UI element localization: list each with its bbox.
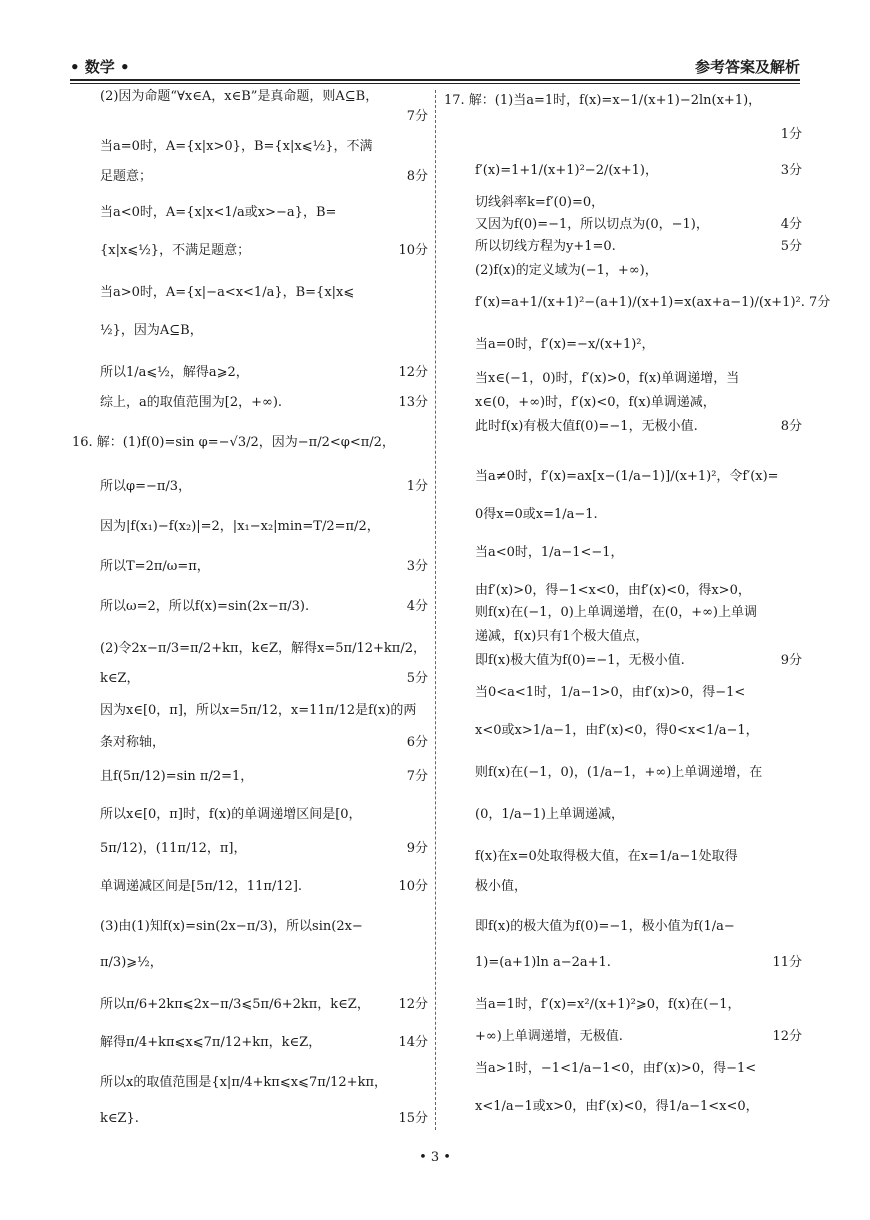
text-line: 极小值， <box>475 879 528 894</box>
text-line: (2)因为命题“∀x∈A，x∈B”是真命题，则A⊆B， <box>100 89 379 104</box>
text-line: 综上，a的取值范围为[2，+∞). <box>100 395 283 410</box>
text-line: 所以φ=−π/3， <box>100 479 192 494</box>
text-line: x<0或x>1/a−1，由f′(x)<0，得0<x<1/a−1， <box>475 723 759 738</box>
text-line: 解得π/4+kπ⩽x⩽7π/12+kπ，k∈Z， <box>100 1035 322 1050</box>
score-label: 7分 <box>406 769 428 784</box>
text-line: k∈Z}. <box>100 1111 139 1126</box>
text-line: 当0<a<1时，1/a−1>0，由f′(x)>0，得−1< <box>475 685 746 700</box>
score-label: 4分 <box>780 217 802 232</box>
score-label: 3分 <box>406 559 428 574</box>
text-line: 当a=0时，f′(x)=−x/(x+1)²， <box>475 337 655 352</box>
text-line: 即f(x)极大值为f(0)=−1，无极小值. <box>475 653 685 668</box>
text-line: 则f(x)在(−1，0)上单调递增，在(0，+∞)上单调 <box>475 605 758 620</box>
page-header <box>70 56 800 78</box>
text-line: 条对称轴， <box>100 735 166 750</box>
header-rule <box>70 79 800 81</box>
text-line: 1)=(a+1)ln a−2a+1. <box>475 955 611 970</box>
text-line: 即f(x)的极大值为f(0)=−1，极小值为f(1/a− <box>475 919 735 934</box>
text-line: 当a>0时，A={x|−a<x<1/a}，B={x|x⩽ <box>100 285 355 300</box>
score-label: 8分 <box>406 169 428 184</box>
text-line: ½}，因为A⊆B， <box>100 323 203 338</box>
text-line: 16. 解：(1)f(0)=sin φ=−√3/2，因为−π/2<φ<π/2， <box>72 435 395 450</box>
text-line: 所以ω=2，所以f(x)=sin(2x−π/3). <box>100 599 310 614</box>
text-line: f(x)在x=0处取得极大值，在x=1/a−1处取得 <box>475 849 738 864</box>
text-line: (3)由(1)知f(x)=sin(2x−π/3)，所以sin(2x− <box>100 919 363 934</box>
score-label: 9分 <box>780 653 802 668</box>
text-line: 所以x∈[0，π]时，f(x)的单调递增区间是[0， <box>100 807 362 822</box>
text-line: 当a=1时，f′(x)=x²/(x+1)²⩾0，f(x)在(−1， <box>475 997 741 1012</box>
text-line: 当a≠0时，f′(x)=ax[x−(1/a−1)]/(x+1)²，令f′(x)= <box>475 469 779 484</box>
text-line: 所以1/a⩽½，解得a⩾2， <box>100 365 249 380</box>
section-title: 参考答案及解析 <box>694 58 800 76</box>
text-line: x<1/a−1或x>0，由f′(x)<0，得1/a−1<x<0， <box>475 1099 759 1114</box>
text-line: π/3)⩾½， <box>100 955 163 970</box>
score-label: 12分 <box>772 1029 802 1044</box>
column-divider <box>435 90 436 1130</box>
score-label: 6分 <box>406 735 428 750</box>
text-line: 因为x∈[0，π]，所以x=5π/12，x=11π/12是f(x)的两 <box>100 703 417 718</box>
text-line: 0得x=0或x=1/a−1. <box>475 507 598 522</box>
text-line: (0，1/a−1)上单调递减， <box>475 807 624 822</box>
text-line: 所以x的取值范围是{x|π/4+kπ⩽x⩽7π/12+kπ， <box>100 1075 387 1090</box>
text-line: 切线斜率k=f′(0)=0， <box>475 195 605 210</box>
text-line: 由f′(x)>0，得−1<x<0，由f′(x)<0，得x>0， <box>475 583 751 598</box>
text-line: f′(x)=1+1/(x+1)²−2/(x+1)， <box>475 163 658 178</box>
score-label: 15分 <box>398 1111 428 1126</box>
text-line: (2)令2x−π/3=π/2+kπ，k∈Z，解得x=5π/12+kπ/2， <box>100 641 426 656</box>
score-label: 8分 <box>780 419 802 434</box>
score-label: 1分 <box>780 127 802 142</box>
text-line: 此时f(x)有极大值f(0)=−1，无极小值. <box>475 419 698 434</box>
text-line: 又因为f(0)=−1，所以切点为(0，−1)， <box>475 217 709 232</box>
text-line: 5π/12)，(11π/12，π]， <box>100 841 247 856</box>
text-line: {x|x⩽½}，不满足题意； <box>100 243 251 258</box>
page-number: • 3 • <box>419 1150 451 1165</box>
text-line: (2)f(x)的定义域为(−1，+∞)， <box>475 263 658 278</box>
text-line: 所以切线方程为y+1=0. <box>475 239 616 254</box>
text-line: 足题意； <box>100 169 153 184</box>
score-label: 7分 <box>406 109 428 124</box>
text-line: 当a<0时，1/a−1<−1， <box>475 545 624 560</box>
text-line: 所以π/6+2kπ⩽2x−π/3⩽5π/6+2kπ，k∈Z， <box>100 997 370 1012</box>
score-label: 5分 <box>780 239 802 254</box>
text-line: f′(x)=a+1/(x+1)²−(a+1)/(x+1)=x(ax+a−1)/(x+1)². 7分 <box>475 295 831 310</box>
text-line: 当a<0时，A={x|x<1/a或x>−a}，B= <box>100 205 337 220</box>
score-label: 13分 <box>398 395 428 410</box>
score-label: 14分 <box>398 1035 428 1050</box>
text-line: x∈(0，+∞)时，f′(x)<0，f(x)单调递减， <box>475 395 716 410</box>
score-label: 1分 <box>406 479 428 494</box>
score-label: 11分 <box>772 955 802 970</box>
text-line: 因为|f(x₁)−f(x₂)|=2，|x₁−x₂|min=T/2=π/2， <box>100 519 380 534</box>
score-label: 12分 <box>398 997 428 1012</box>
score-label: 5分 <box>406 671 428 686</box>
score-label: 3分 <box>780 163 802 178</box>
header-rule-thin <box>70 83 800 84</box>
text-line: 当a=0时，A={x|x>0}，B={x|x⩽½}，不满 <box>100 139 373 154</box>
text-line: 所以T=2π/ω=π， <box>100 559 210 574</box>
text-line: 当x∈(−1，0)时，f′(x)>0，f(x)单调递增，当 <box>475 371 740 386</box>
score-label: 10分 <box>398 879 428 894</box>
text-line: 则f(x)在(−1，0)，(1/a−1，+∞)上单调递增，在 <box>475 765 763 780</box>
text-line: +∞)上单调递增，无极值. <box>475 1029 623 1044</box>
score-label: 12分 <box>398 365 428 380</box>
score-label: 10分 <box>398 243 428 258</box>
text-line: k∈Z， <box>100 671 140 686</box>
text-line: 递减，f(x)只有1个极大值点， <box>475 629 649 644</box>
text-line: 且f(5π/12)=sin π/2=1， <box>100 769 254 784</box>
text-line: 当a>1时，−1<1/a−1<0，由f′(x)>0，得−1< <box>475 1061 757 1076</box>
subject-label: • 数学 • <box>70 58 130 76</box>
text-line: 17. 解：(1)当a=1时，f(x)=x−1/(x+1)−2ln(x+1)， <box>444 93 762 108</box>
score-label: 9分 <box>406 841 428 856</box>
text-line: 单调递减区间是[5π/12，11π/12]. <box>100 879 303 894</box>
score-label: 4分 <box>406 599 428 614</box>
